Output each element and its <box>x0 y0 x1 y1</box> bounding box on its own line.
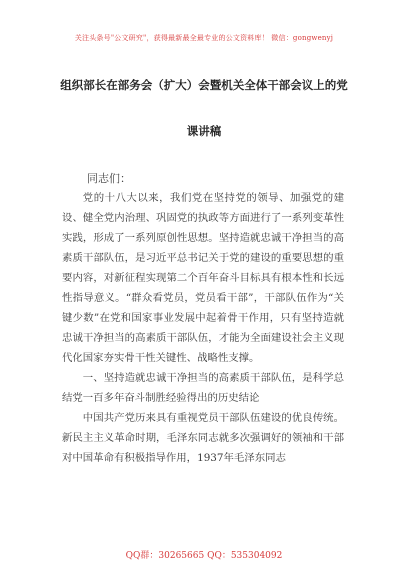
title-line-1: 组织部长在部务会（扩大）会暨机关全体干部会议上的党 <box>60 78 348 92</box>
paragraph-history: 中国共产党历来具有重视党员干部队伍建设的优良传统。新民主主义革命时期，毛泽东同志就多次强调好的领袖和干部对中国革命有积极指导作用，1937年毛泽东同志 <box>62 412 344 464</box>
footer-contact: QQ群：30265665 QQ：535304092 <box>125 551 283 561</box>
header-promo: 关注头条号"公文研究"，获得最新最全最专业的公文资料库！ 微信：gongwenyj <box>74 34 334 42</box>
body-text <box>62 188 344 468</box>
title-line-2: 课讲稿 <box>186 124 222 138</box>
section-heading-1: 一、坚持造就忠诚干净担当的高素质干部队伍，是科学总结党一百多年奋斗制胜经验得出的历史结论 <box>62 372 344 404</box>
salutation: 同志们： <box>87 172 131 185</box>
paragraph-intro: 党的十八大以来，我们党在坚持党的领导、加强党的建设、健全党内治理、巩固党的执政等方面进行了一系列变革性实践，形成了一系列原创性思想。坚持造就忠诚干净担当的高素质干部队伍，是习近平总书记关于党的建设的重要思想的重要内容，对新征程实现第二个百年奋斗目标具有根本性和长远性指导意义。“群众看党员，党员看干部”，干部队伍作为“关键少数”在党和国家事业发展中起着骨干作用，只有坚持造就忠诚干净担当的高素质干部队伍，才能为全面建设社会主义现代化国家夯实骨干性关键性、战略性支撑。 <box>62 192 344 364</box>
